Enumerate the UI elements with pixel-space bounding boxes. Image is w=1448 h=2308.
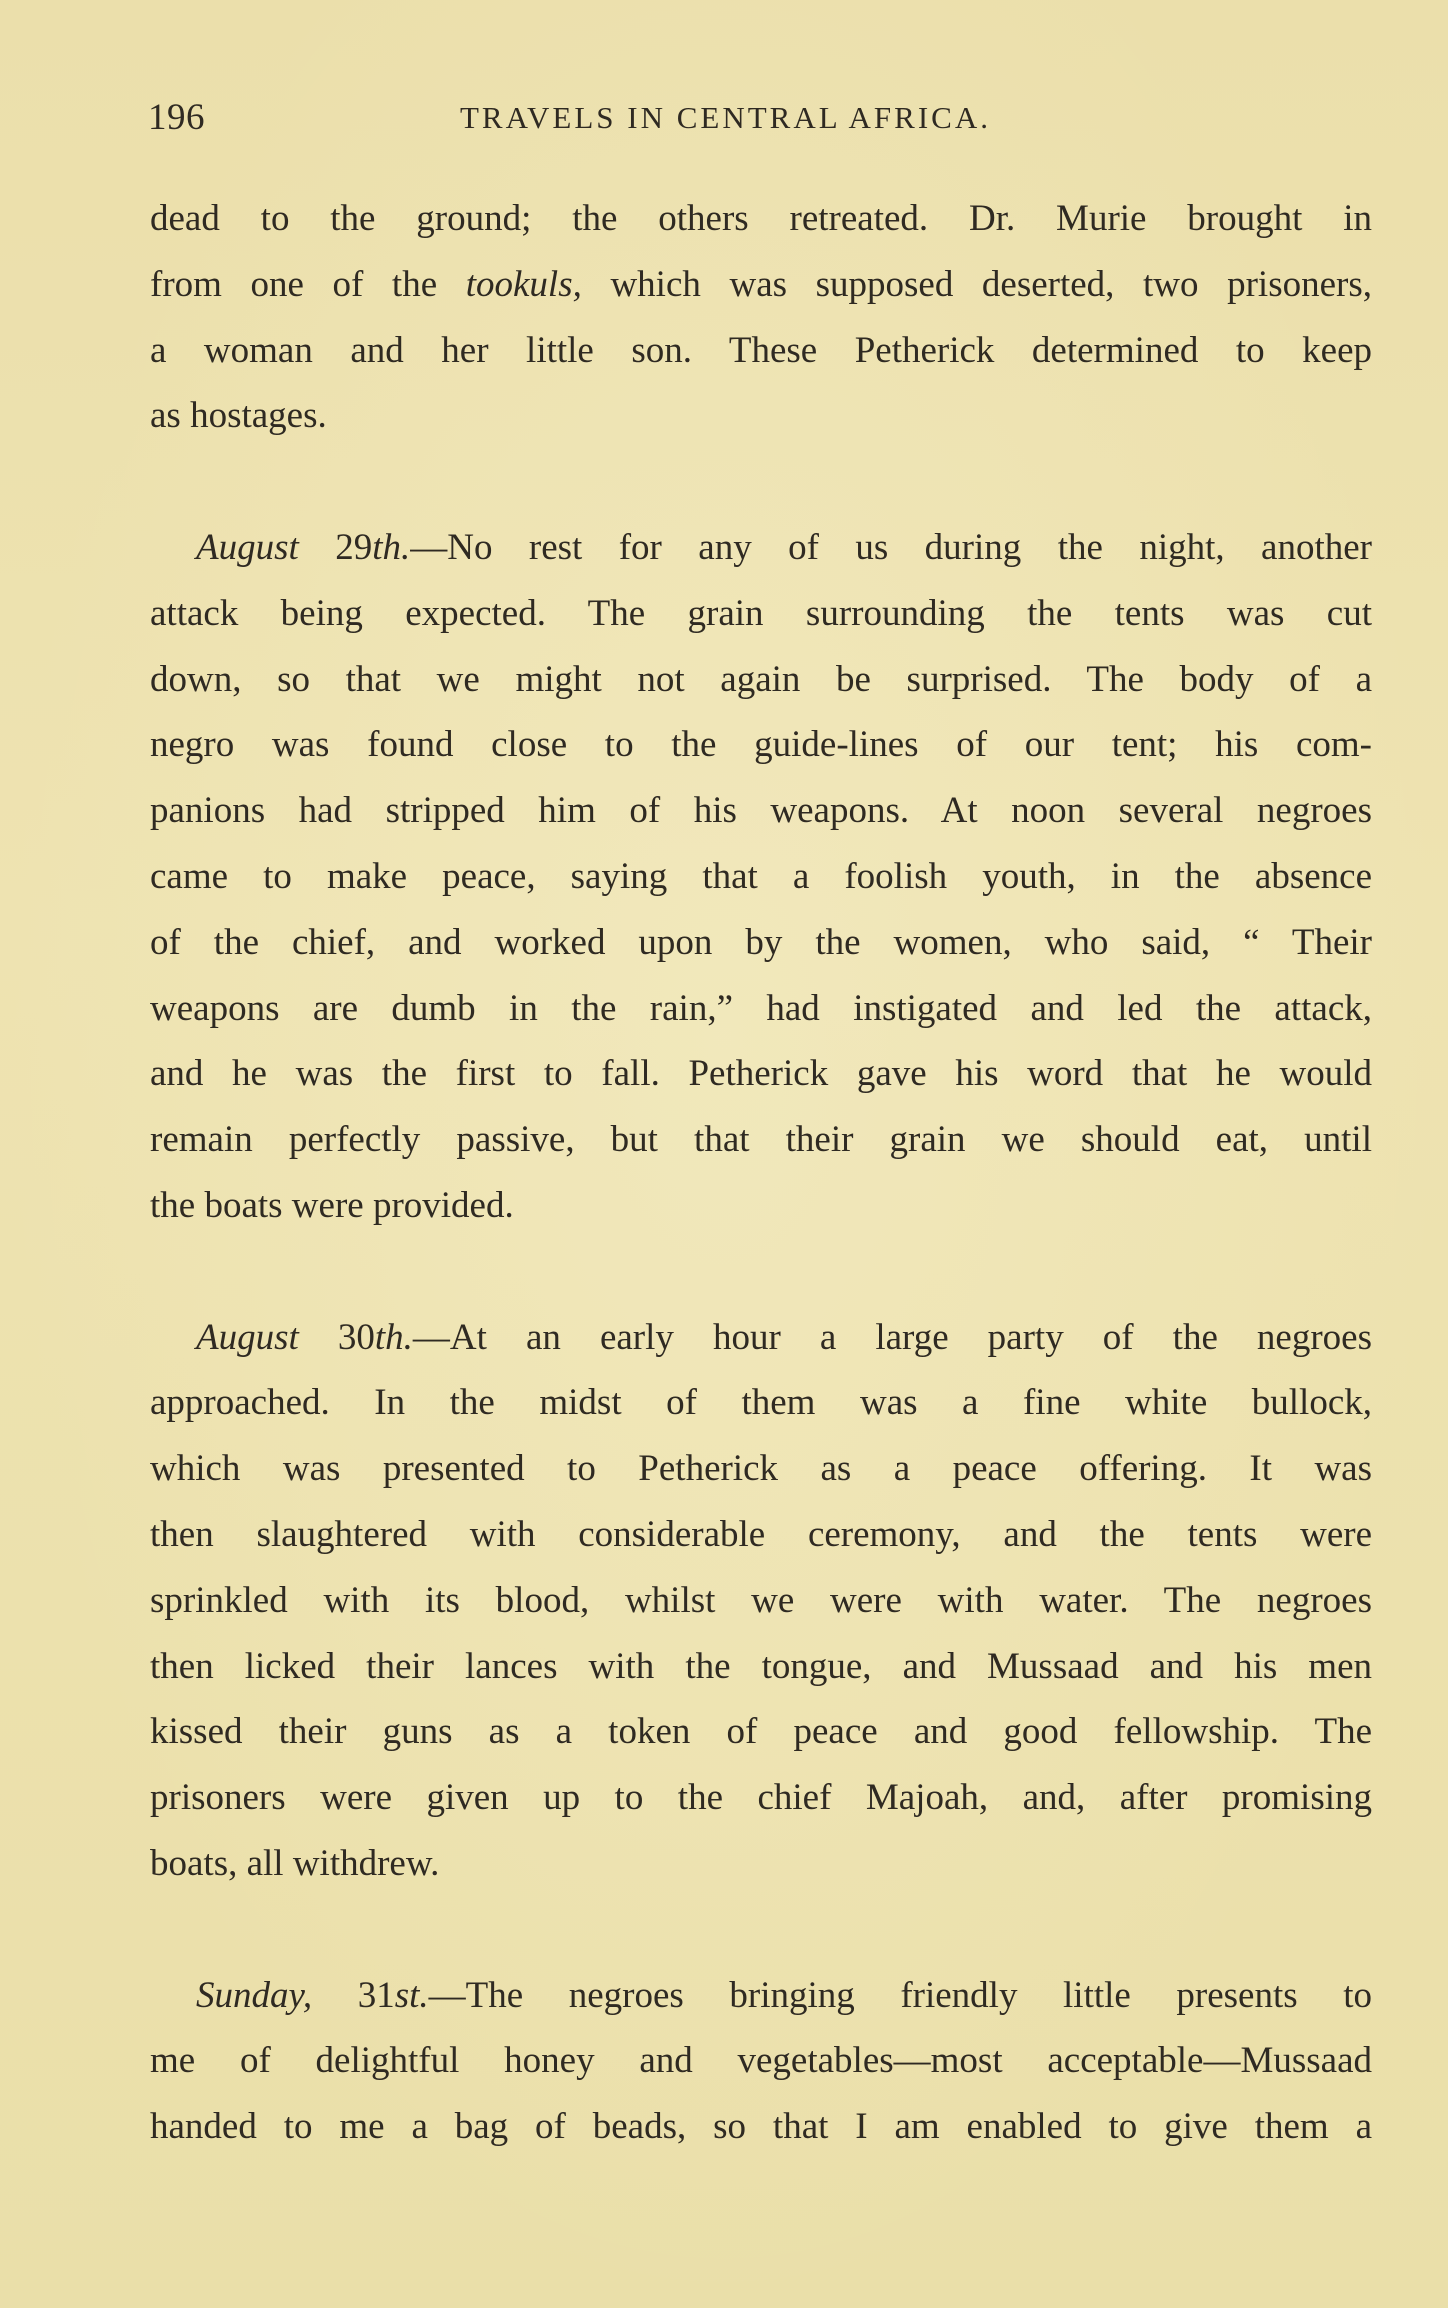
paragraph-2 xyxy=(150,515,1372,1239)
text-line: and he was the first to fall. Petherick gave his word that he would xyxy=(150,1053,1372,1095)
text-segment: which was supposed deserted, two prisoners, xyxy=(581,263,1373,305)
text-line xyxy=(150,1305,1372,1371)
text-line: down, so that we might not again be surprised. The body of a xyxy=(150,658,1372,700)
text-line xyxy=(150,515,1372,581)
text-line xyxy=(150,252,1372,318)
text-line: attack being expected. The grain surrounding the tents was cut xyxy=(150,592,1372,634)
text-line: which was presented to Petherick as a peace offering. It was xyxy=(150,1448,1372,1490)
paragraph-1 xyxy=(150,186,1372,449)
paragraph-gap xyxy=(150,1897,1372,1963)
text-line: weapons are dumb in the rain,” had instigated and led the attack, xyxy=(150,987,1372,1029)
page-header xyxy=(148,96,1368,148)
text-line xyxy=(150,1963,1372,2029)
text-segment: —At an early hour a large party of the negroes xyxy=(412,1316,1372,1358)
page-number: 196 xyxy=(148,97,205,138)
text-line: kissed their guns as a token of peace and good fellowship. The xyxy=(150,1711,1372,1753)
text-line: negro was found close to the guide-lines of our tent; his com- xyxy=(150,724,1372,766)
text-line: a woman and her little son. These Petherick determined to keep xyxy=(150,329,1372,371)
text-line: handed to me a bag of beads, so that I am enabled to give them a xyxy=(150,2106,1372,2148)
text-line: of the chief, and worked upon by the women, who said, “ Their xyxy=(150,921,1372,963)
text-line: sprinkled with its blood, whilst we were with water. The negroes xyxy=(150,1579,1372,1621)
paragraph-3 xyxy=(150,1305,1372,1897)
body-text xyxy=(150,186,1372,2160)
text-line: then licked their lances with the tongue, and Mussaad and his men xyxy=(150,1645,1372,1687)
text-line: then slaughtered with considerable ceremony, and the tents were xyxy=(150,1513,1372,1555)
text-line: the boats were provided. xyxy=(150,1184,514,1226)
text-line: panions had stripped him of his weapons. At noon several negroes xyxy=(150,790,1372,832)
text-segment: —No rest for any of us during the night, another xyxy=(410,526,1372,568)
paragraph-gap xyxy=(150,1239,1372,1305)
text-line: remain perfectly passive, but that their grain we should eat, until xyxy=(150,1119,1372,1161)
text-line: approached. In the midst of them was a fine white bullock, xyxy=(150,1382,1372,1424)
paragraph-gap xyxy=(150,449,1372,515)
entry-date: Sunday, 31st. xyxy=(196,1974,429,2016)
entry-date: August 30th. xyxy=(196,1316,413,1358)
text-line: dead to the ground; the others retreated. Dr. Murie brought in xyxy=(150,198,1372,239)
text-line: me of delightful honey and vegetables—most acceptable—Mussaad xyxy=(150,2040,1372,2082)
running-head: TRAVELS IN CENTRAL AFRICA. xyxy=(460,100,991,135)
paragraph-4 xyxy=(150,1963,1372,2160)
italic-word: tookuls, xyxy=(465,263,582,305)
entry-date: August 29th. xyxy=(196,526,411,568)
text-line: came to make peace, saying that a foolish youth, in the absence xyxy=(150,855,1372,897)
text-line: boats, all withdrew. xyxy=(150,1842,440,1884)
text-segment: from one of the xyxy=(150,263,466,305)
text-segment: —The negroes bringing friendly little presents to xyxy=(428,1974,1372,2016)
text-line: as hostages. xyxy=(150,395,327,437)
text-line: prisoners were given up to the chief Majoah, and, after promising xyxy=(150,1777,1372,1819)
